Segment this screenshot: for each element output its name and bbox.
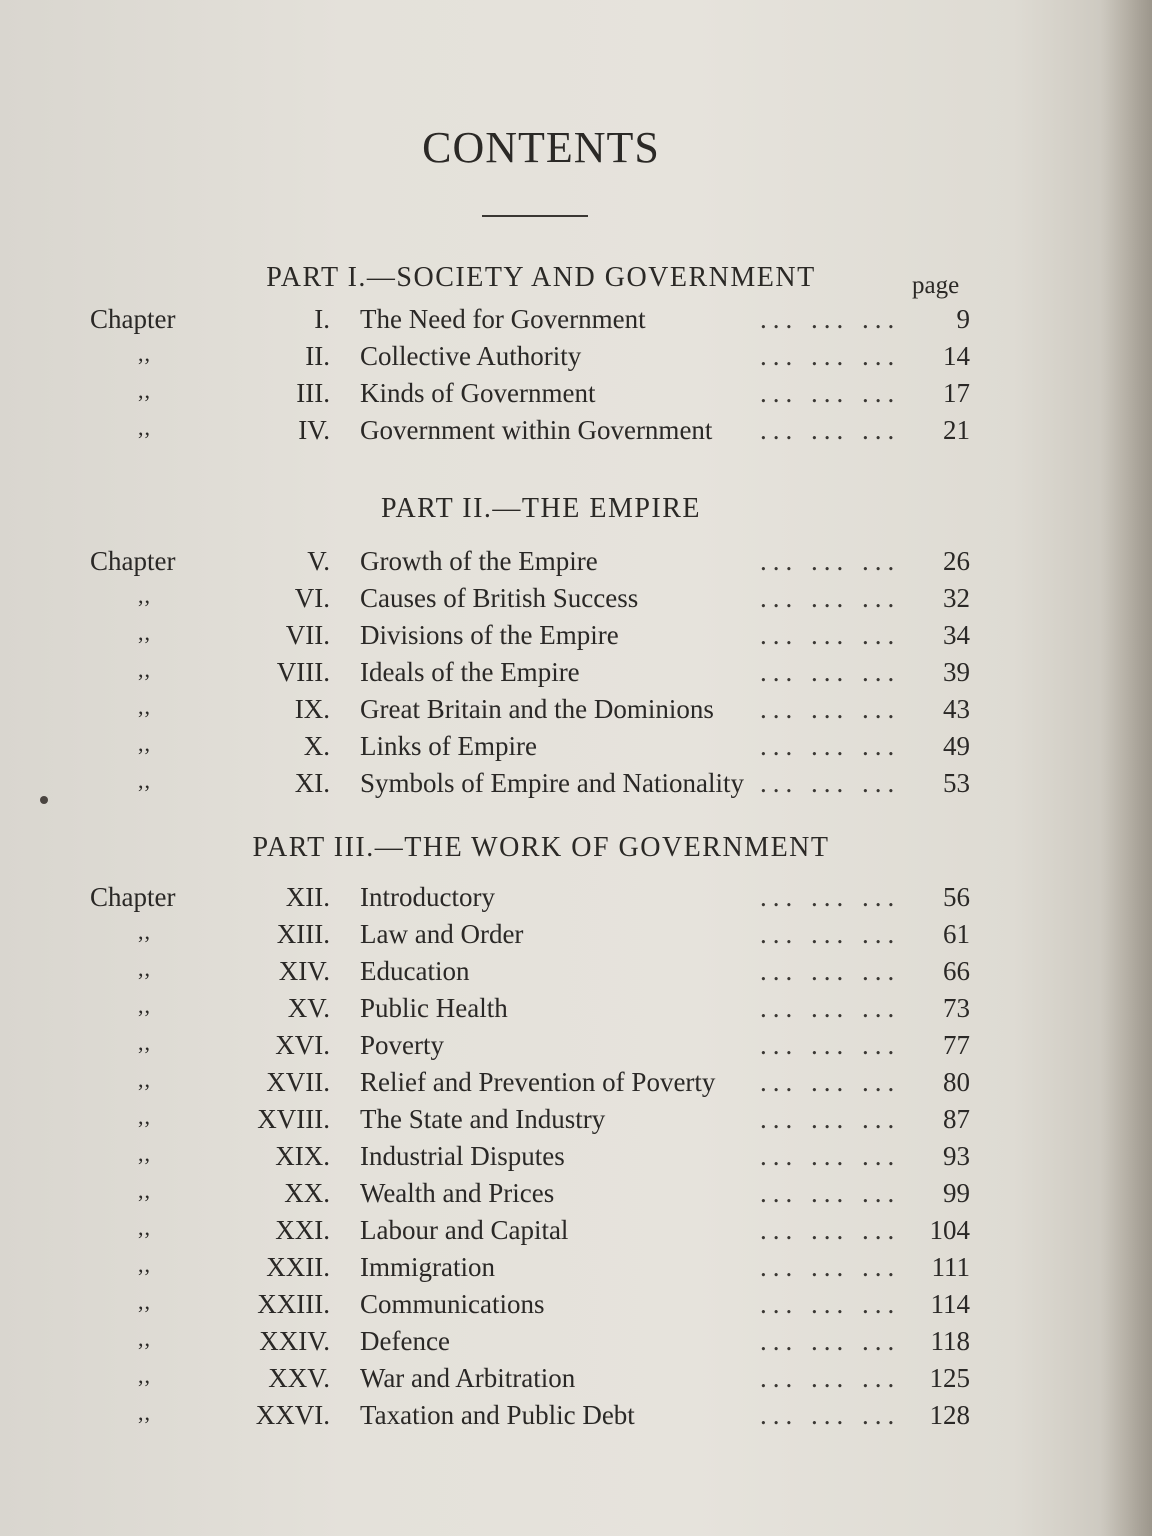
page-number: 17 [943, 378, 970, 408]
part-heading: PART II.—THE EMPIRE [380, 493, 702, 524]
toc-entry[interactable] [0, 694, 1152, 730]
chapter-title: War and Arbitration [360, 1363, 576, 1393]
ditto-mark: ,, [138, 1363, 151, 1388]
ditto-mark: ,, [138, 694, 151, 719]
page-number: 43 [943, 694, 970, 724]
chapter-title: The Need for Government [360, 304, 646, 334]
page-number: 93 [943, 1141, 970, 1171]
chapter-number: XXIII. [257, 1289, 330, 1319]
chapter-number: XI. [294, 768, 330, 798]
toc-entry[interactable] [0, 1178, 1152, 1214]
chapter-number: IV. [298, 415, 330, 445]
part-heading: PART III.—THE WORK OF GOVERNMENT [252, 832, 830, 863]
chapter-title: Communications [360, 1289, 545, 1319]
toc-entry[interactable] [0, 1252, 1152, 1288]
chapter-number: XXIV. [259, 1326, 330, 1356]
leader-dots: ... ... ... [760, 1289, 901, 1319]
page-number: 14 [943, 341, 970, 371]
page-number: 9 [956, 304, 970, 334]
page-number: 128 [929, 1400, 970, 1430]
page-number: 114 [930, 1289, 970, 1319]
leader-dots: ... ... ... [760, 993, 901, 1023]
page-number: 34 [943, 620, 970, 650]
ditto-mark: ,, [138, 378, 151, 403]
toc-entry[interactable] [0, 1067, 1152, 1103]
chapter-title: Kinds of Government [360, 378, 596, 408]
page-number: 118 [930, 1326, 970, 1356]
page-number: 39 [943, 657, 970, 687]
ditto-mark: ,, [138, 1104, 151, 1129]
chapter-title: The State and Industry [360, 1104, 606, 1134]
chapter-title: Industrial Disputes [360, 1141, 565, 1171]
ditto-mark: ,, [138, 731, 151, 756]
page-number: 53 [943, 768, 970, 798]
chapter-title: Introductory [360, 882, 495, 912]
page-column-label: page [912, 272, 960, 299]
chapter-title: Symbols of Empire and Nationality [360, 768, 744, 798]
ditto-mark: ,, [138, 919, 151, 944]
chapter-title: Growth of the Empire [360, 546, 598, 576]
ditto-mark: ,, [138, 415, 151, 440]
ditto-mark: ,, [138, 1141, 151, 1166]
chapter-number: XVIII. [257, 1104, 330, 1134]
toc-entry[interactable] [0, 378, 1152, 414]
chapter-label: Chapter [90, 882, 176, 912]
chapter-title: Divisions of the Empire [360, 620, 619, 650]
chapter-number: II. [305, 341, 330, 371]
toc-entry[interactable] [0, 546, 1152, 582]
page-number: 61 [943, 919, 970, 949]
leader-dots: ... ... ... [760, 731, 901, 761]
toc-entry[interactable] [0, 919, 1152, 955]
toc-entry[interactable] [0, 882, 1152, 918]
page-number: 80 [943, 1067, 970, 1097]
ditto-mark: ,, [138, 1067, 151, 1092]
chapter-number: VI. [294, 583, 330, 613]
leader-dots: ... ... ... [760, 341, 901, 371]
toc-entry[interactable] [0, 304, 1152, 340]
chapter-title: Labour and Capital [360, 1215, 569, 1245]
chapter-title: Immigration [360, 1252, 495, 1282]
chapter-title: Great Britain and the Dominions [360, 694, 714, 724]
toc-entry[interactable] [0, 1030, 1152, 1066]
ditto-mark: ,, [138, 1215, 151, 1240]
chapter-title: Government within Government [360, 415, 713, 445]
toc-entry[interactable] [0, 415, 1152, 451]
leader-dots: ... ... ... [760, 583, 901, 613]
chapter-number: VIII. [276, 657, 330, 687]
toc-entry[interactable] [0, 731, 1152, 767]
leader-dots: ... ... ... [760, 1178, 901, 1208]
toc-entry[interactable] [0, 1289, 1152, 1325]
chapter-title: Causes of British Success [360, 583, 639, 613]
chapter-number: XX. [284, 1178, 330, 1208]
leader-dots: ... ... ... [760, 882, 901, 912]
toc-entry[interactable] [0, 1141, 1152, 1177]
ditto-mark: ,, [138, 768, 151, 793]
leader-dots: ... ... ... [760, 1215, 901, 1245]
leader-dots: ... ... ... [760, 1400, 901, 1430]
leader-dots: ... ... ... [760, 919, 901, 949]
chapter-number: XXV. [268, 1363, 330, 1393]
chapter-title: Education [360, 956, 470, 986]
chapter-title: Links of Empire [360, 731, 537, 761]
leader-dots: ... ... ... [760, 1067, 901, 1097]
chapter-number: I. [314, 304, 330, 334]
chapter-number: XIX. [275, 1141, 330, 1171]
toc-entry[interactable] [0, 956, 1152, 992]
chapter-title: Taxation and Public Debt [360, 1400, 635, 1430]
toc-entry[interactable] [0, 1326, 1152, 1362]
page-number: 111 [931, 1252, 970, 1282]
leader-dots: ... ... ... [760, 1030, 901, 1060]
chapter-title: Relief and Prevention of Poverty [360, 1067, 716, 1097]
chapter-title: Law and Order [360, 919, 524, 949]
title-divider [482, 215, 588, 217]
chapter-number: XXVI. [255, 1400, 330, 1430]
chapter-title: Poverty [360, 1030, 444, 1060]
ditto-mark: ,, [138, 1326, 151, 1351]
leader-dots: ... ... ... [760, 304, 901, 334]
leader-dots: ... ... ... [760, 694, 901, 724]
chapter-title: Collective Authority [360, 341, 582, 371]
ditto-mark: ,, [138, 1252, 151, 1277]
leader-dots: ... ... ... [760, 378, 901, 408]
leader-dots: ... ... ... [760, 1141, 901, 1171]
ditto-mark: ,, [138, 956, 151, 981]
page-number: 49 [943, 731, 970, 761]
chapter-title: Ideals of the Empire [360, 657, 580, 687]
toc-entry[interactable] [0, 583, 1152, 619]
ditto-mark: ,, [138, 1030, 151, 1055]
toc-entry[interactable] [0, 620, 1152, 656]
chapter-title: Public Health [360, 993, 508, 1023]
page-number: 99 [943, 1178, 970, 1208]
toc-entry[interactable] [0, 1104, 1152, 1140]
ditto-mark: ,, [138, 1400, 151, 1425]
toc-entry[interactable] [0, 341, 1152, 377]
page-number: 32 [943, 583, 970, 613]
toc-entry[interactable] [0, 768, 1152, 804]
ditto-mark: ,, [138, 1289, 151, 1314]
leader-dots: ... ... ... [760, 620, 901, 650]
leader-dots: ... ... ... [760, 1252, 901, 1282]
leader-dots: ... ... ... [760, 1326, 901, 1356]
part-heading: PART I.—SOCIETY AND GOVERNMENT [266, 262, 816, 293]
ditto-mark: ,, [138, 993, 151, 1018]
chapter-number: XXI. [275, 1215, 330, 1245]
page-number: 21 [943, 415, 970, 445]
chapter-title: Wealth and Prices [360, 1178, 555, 1208]
leader-dots: ... ... ... [760, 415, 901, 445]
leader-dots: ... ... ... [760, 657, 901, 687]
toc-entry[interactable] [0, 993, 1152, 1029]
chapter-number: XVII. [266, 1067, 330, 1097]
ditto-mark: ,, [138, 583, 151, 608]
chapter-number: XII. [285, 882, 330, 912]
chapter-number: XVI. [275, 1030, 330, 1060]
chapter-number: VII. [285, 620, 330, 650]
toc-entry[interactable] [0, 1363, 1152, 1399]
ditto-mark: ,, [138, 620, 151, 645]
chapter-number: V. [307, 546, 330, 576]
toc-entry[interactable] [0, 657, 1152, 693]
page-number: 125 [929, 1363, 970, 1393]
chapter-number: XIII. [276, 919, 330, 949]
page-number: 26 [943, 546, 970, 576]
chapter-title: Defence [360, 1326, 450, 1356]
toc-entry[interactable] [0, 1215, 1152, 1251]
ditto-mark: ,, [138, 1178, 151, 1203]
toc-entry[interactable] [0, 1400, 1152, 1436]
chapter-number: XIV. [278, 956, 330, 986]
leader-dots: ... ... ... [760, 1363, 901, 1393]
page-number: 77 [943, 1030, 970, 1060]
ditto-mark: ,, [138, 657, 151, 682]
chapter-label: Chapter [90, 546, 176, 576]
leader-dots: ... ... ... [760, 956, 901, 986]
page-number: 104 [929, 1215, 970, 1245]
leader-dots: ... ... ... [760, 1104, 901, 1134]
chapter-number: XXII. [266, 1252, 330, 1282]
leader-dots: ... ... ... [760, 546, 901, 576]
chapter-label: Chapter [90, 304, 176, 334]
chapter-number: XV. [287, 993, 330, 1023]
page-title: CONTENTS [422, 123, 660, 172]
leader-dots: ... ... ... [760, 768, 901, 798]
chapter-number: X. [303, 731, 330, 761]
page-number: 66 [943, 956, 970, 986]
page-number: 73 [943, 993, 970, 1023]
chapter-number: III. [296, 378, 330, 408]
ditto-mark: ,, [138, 341, 151, 366]
chapter-number: IX. [294, 694, 330, 724]
page-number: 56 [943, 882, 970, 912]
page-number: 87 [943, 1104, 970, 1134]
